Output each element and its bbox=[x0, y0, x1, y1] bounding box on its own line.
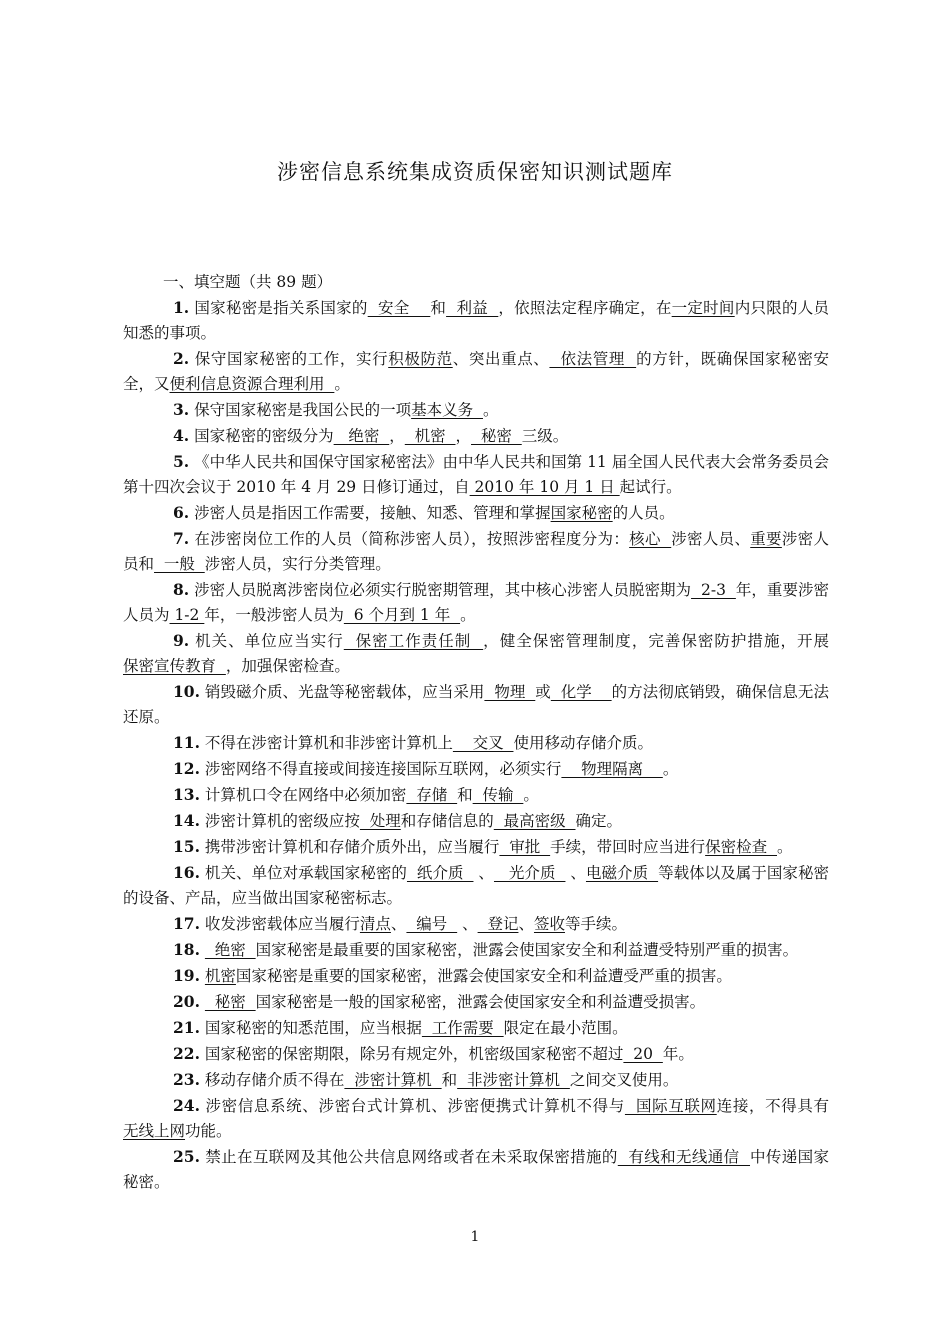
answer-blank: 保密检查 bbox=[705, 838, 777, 856]
question-text: 涉密人员、 bbox=[671, 530, 751, 548]
answer-blank: 编号 bbox=[406, 915, 458, 933]
answer-blank: 利益 bbox=[446, 299, 499, 317]
question-text: 计算机口令在网络中必须加密 bbox=[199, 786, 407, 804]
page-number: 1 bbox=[470, 1229, 480, 1245]
question-text: 国家秘密是一般的国家秘密，泄露会使国家安全和利益遭受损害。 bbox=[255, 993, 706, 1011]
question-number: 24. bbox=[173, 1096, 200, 1115]
answer-blank: 绝密 bbox=[204, 941, 256, 959]
question-list bbox=[123, 295, 829, 1195]
question-item bbox=[123, 730, 829, 756]
question-text: 内只限的人员知悉的事项。 bbox=[123, 299, 829, 342]
question-text: 涉密计算机的密级应按 bbox=[199, 812, 360, 830]
question-text: 国家秘密是重要的国家秘密，泄露会使国家安全和利益遭受严重的损害。 bbox=[235, 967, 732, 985]
question-text: 年，一般涉密人员为 bbox=[204, 606, 344, 624]
question-text: 、 bbox=[473, 864, 494, 882]
question-item bbox=[123, 577, 829, 628]
question-text: 或 bbox=[535, 683, 551, 701]
answer-blank: 存储 bbox=[406, 786, 458, 804]
answer-blank: 涉密计算机 bbox=[344, 1071, 442, 1089]
question-text: 移动存储介质不得在 bbox=[199, 1071, 345, 1089]
answer-blank: 2-3 bbox=[691, 581, 736, 599]
question-text: 保守国家秘密是我国公民的一项 bbox=[189, 401, 412, 419]
answer-blank: 保密工作责任制 bbox=[343, 632, 484, 650]
question-item bbox=[123, 1041, 829, 1067]
question-item bbox=[123, 526, 829, 577]
document-body bbox=[123, 270, 829, 1195]
question-item bbox=[123, 860, 829, 911]
question-text: 之间交叉使用。 bbox=[569, 1071, 679, 1089]
question-number: 8. bbox=[173, 580, 190, 599]
answer-blank: 一般 bbox=[154, 555, 205, 573]
question-text: 涉密人员是指因工作需要，接触、知悉、管理和掌握 bbox=[189, 504, 551, 522]
answer-blank: 积极防范 bbox=[388, 350, 453, 368]
question-text: 国家秘密是最重要的国家秘密，泄露会使国家安全和利益遭受特别严重的损害。 bbox=[255, 941, 799, 959]
answer-blank: 物理隔离 bbox=[561, 760, 663, 778]
document-title: 涉密信息系统集成资质保密知识测试题库 bbox=[277, 160, 673, 184]
question-number: 25. bbox=[173, 1147, 200, 1166]
question-text: 在涉密岗位工作的人员（简称涉密人员），按照涉密程度分为： bbox=[189, 530, 630, 548]
question-number: 10. bbox=[173, 682, 200, 701]
question-text: 使用移动存储介质。 bbox=[513, 734, 653, 752]
question-text: 的方法彻底销毁，确保信息无法还原。 bbox=[123, 683, 829, 726]
question-item bbox=[123, 346, 829, 397]
question-text: 、 bbox=[457, 915, 478, 933]
answer-blank: 无线上网 bbox=[123, 1122, 186, 1140]
question-text: 的人员。 bbox=[612, 504, 675, 522]
question-number: 17. bbox=[173, 914, 200, 933]
answer-blank: 非涉密计算机 bbox=[457, 1071, 570, 1089]
question-text: 确定。 bbox=[575, 812, 623, 830]
answer-blank: 一定时间 bbox=[671, 299, 735, 317]
answer-blank: 交叉 bbox=[452, 734, 514, 752]
question-number: 21. bbox=[173, 1018, 200, 1037]
question-text: 。 bbox=[777, 838, 793, 856]
question-number: 3. bbox=[173, 400, 190, 419]
question-text: 连接，不得具有 bbox=[716, 1097, 829, 1115]
question-text: 、突出重点、 bbox=[452, 350, 550, 368]
question-number: 20. bbox=[173, 992, 200, 1011]
question-text: 等载体以及属于国家秘密的设备、产品，应当做出国家秘密标志。 bbox=[123, 864, 829, 907]
question-item bbox=[123, 397, 829, 423]
question-text: 。 bbox=[662, 760, 679, 778]
answer-blank: 20 bbox=[623, 1045, 663, 1063]
question-text: ， bbox=[455, 427, 472, 445]
question-number: 7. bbox=[173, 529, 190, 548]
question-number: 18. bbox=[173, 940, 200, 959]
question-item bbox=[123, 808, 829, 834]
question-text: 涉密人员和 bbox=[123, 530, 829, 573]
question-item bbox=[123, 628, 829, 679]
question-text: 机关、单位应当实行 bbox=[189, 632, 344, 650]
answer-blank: 保密宣传教育 bbox=[123, 657, 226, 675]
question-text: 、 bbox=[518, 915, 534, 933]
question-item bbox=[123, 963, 829, 989]
answer-blank: 机密 bbox=[404, 427, 456, 445]
question-text: ，健全保密管理制度，完善保密防护措施，开展 bbox=[483, 632, 829, 650]
section-heading: 一、填空题（共 89 题） bbox=[163, 273, 333, 291]
question-number: 9. bbox=[173, 631, 190, 650]
answer-blank: 清点 bbox=[359, 915, 391, 933]
question-item bbox=[123, 782, 829, 808]
question-text: 。 bbox=[460, 606, 476, 624]
question-item bbox=[123, 1067, 829, 1093]
question-text: 禁止在互联网及其他公共信息网络或者在未采取保密措施的 bbox=[199, 1148, 618, 1166]
answer-blank: 依法管理 bbox=[549, 350, 637, 368]
question-text: 和 bbox=[457, 786, 473, 804]
question-text: 等手续。 bbox=[564, 915, 627, 933]
question-item bbox=[123, 295, 829, 346]
question-text: 三级。 bbox=[521, 427, 569, 445]
question-text: 收发涉密载体应当履行 bbox=[199, 915, 360, 933]
question-number: 11. bbox=[173, 733, 200, 752]
question-text: 涉密人员脱离涉密岗位必须实行脱密期管理，其中核心涉密人员脱密期为 bbox=[189, 581, 692, 599]
question-text: 涉密人员，实行分类管理。 bbox=[204, 555, 391, 573]
question-number: 13. bbox=[173, 785, 200, 804]
question-item bbox=[123, 1093, 829, 1144]
question-text: 机关、单位对承载国家秘密的 bbox=[199, 864, 407, 882]
question-text: 涉密网络不得直接或间接连接国际互联网，必须实行 bbox=[199, 760, 562, 778]
answer-blank: 光介质 bbox=[493, 864, 566, 882]
question-text: 。 bbox=[334, 375, 350, 393]
question-item bbox=[123, 834, 829, 860]
question-item bbox=[123, 1144, 829, 1195]
answer-blank: 物理 bbox=[484, 683, 536, 701]
question-text: 年，重要涉密人员为 bbox=[123, 581, 830, 624]
answer-blank: 重要 bbox=[750, 530, 782, 548]
question-text: 起试行。 bbox=[619, 478, 682, 496]
answer-blank: 工作需要 bbox=[421, 1019, 504, 1037]
question-text: 限定在最小范围。 bbox=[503, 1019, 628, 1037]
answer-blank: 国家秘密 bbox=[550, 504, 613, 522]
question-number: 14. bbox=[173, 811, 200, 830]
question-text: 年。 bbox=[662, 1045, 694, 1063]
question-text: 。 bbox=[482, 401, 499, 419]
answer-blank: 秘密 bbox=[471, 427, 522, 445]
question-text: 国家秘密是指关系国家的 bbox=[189, 299, 368, 317]
question-item bbox=[123, 989, 829, 1015]
question-text: 《中华人民共和国保守国家秘密法》由中华人民共和国第 11 届全国人民代表大会常务委员会第十四次会议于 2010 年 4 月 29 日修订通过，自 bbox=[123, 453, 829, 496]
question-text: ，加强保密检查。 bbox=[225, 657, 350, 675]
question-number: 22. bbox=[173, 1044, 200, 1063]
question-text: 国家秘密的保密期限，除另有规定外，机密级国家秘密不超过 bbox=[199, 1045, 624, 1063]
question-number: 4. bbox=[173, 426, 190, 445]
question-number: 12. bbox=[173, 759, 200, 778]
answer-blank: 化学 bbox=[550, 683, 612, 701]
question-text: 和存储信息的 bbox=[400, 812, 494, 830]
answer-blank: 秘密 bbox=[204, 993, 256, 1011]
question-item bbox=[123, 1015, 829, 1041]
question-number: 19. bbox=[173, 966, 200, 985]
answer-blank: 审批 bbox=[499, 838, 551, 856]
question-number: 16. bbox=[173, 863, 200, 882]
question-number: 2. bbox=[173, 349, 190, 368]
answer-blank: 安全 bbox=[367, 299, 431, 317]
question-text: 的方针，既确保国家秘密安全，又 bbox=[123, 350, 829, 393]
answer-blank: 便利信息资源合理利用 bbox=[169, 375, 335, 393]
answer-blank: 电磁介质 bbox=[585, 864, 659, 882]
question-number: 1. bbox=[173, 298, 190, 317]
answer-blank: 1-2 bbox=[169, 606, 205, 624]
question-number: 23. bbox=[173, 1070, 200, 1089]
answer-blank: 最高密级 bbox=[493, 812, 576, 830]
question-item bbox=[123, 756, 829, 782]
answer-blank: 国际互联网 bbox=[624, 1097, 717, 1115]
question-text: ， bbox=[389, 427, 405, 445]
question-text: 国家秘密的知悉范围，应当根据 bbox=[199, 1019, 422, 1037]
question-text: 和 bbox=[430, 299, 447, 317]
question-item bbox=[123, 679, 829, 730]
answer-blank: 处理 bbox=[359, 812, 401, 830]
answer-blank: 6 个月到 1 年 bbox=[343, 606, 461, 624]
question-text: 携带涉密计算机和存储介质外出，应当履行 bbox=[199, 838, 500, 856]
question-item bbox=[123, 937, 829, 963]
answer-blank: 核心 bbox=[629, 530, 672, 548]
answer-blank: 有线和无线通信 bbox=[617, 1148, 751, 1166]
question-text: 。 bbox=[523, 786, 539, 804]
answer-blank: 传输 bbox=[472, 786, 524, 804]
question-text: 保守国家秘密的工作，实行 bbox=[189, 350, 389, 368]
question-item bbox=[123, 911, 829, 937]
question-text: 功能。 bbox=[185, 1122, 232, 1140]
answer-blank: 纸介质 bbox=[406, 864, 474, 882]
question-item bbox=[123, 500, 829, 526]
question-text: 、 bbox=[390, 915, 407, 933]
question-text: 不得在涉密计算机和非涉密计算机上 bbox=[199, 734, 453, 752]
question-text: 中传递国家秘密。 bbox=[123, 1148, 829, 1191]
question-text: 涉密信息系统、涉密台式计算机、涉密便携式计算机不得与 bbox=[199, 1097, 625, 1115]
question-number: 15. bbox=[173, 837, 200, 856]
answer-blank: 机密 bbox=[204, 967, 236, 985]
answer-blank: 签收 bbox=[533, 915, 565, 933]
answer-blank: 登记 bbox=[477, 915, 519, 933]
question-text: 国家秘密的密级分为 bbox=[189, 427, 334, 445]
question-item bbox=[123, 423, 829, 449]
question-text: ，依照法定程序确定，在 bbox=[498, 299, 672, 317]
question-text: 、 bbox=[565, 864, 586, 882]
question-number: 6. bbox=[173, 503, 190, 522]
question-item bbox=[123, 449, 829, 500]
question-number: 5. bbox=[173, 452, 190, 471]
answer-blank: 2010 年 10 月 1 日 bbox=[469, 478, 620, 496]
question-text: 销毁磁介质、光盘等秘密载体，应当采用 bbox=[199, 683, 485, 701]
question-text: 和 bbox=[441, 1071, 458, 1089]
question-text: 手续，带回时应当进行 bbox=[550, 838, 706, 856]
answer-blank: 基本义务 bbox=[411, 401, 483, 419]
answer-blank: 绝密 bbox=[333, 427, 390, 445]
